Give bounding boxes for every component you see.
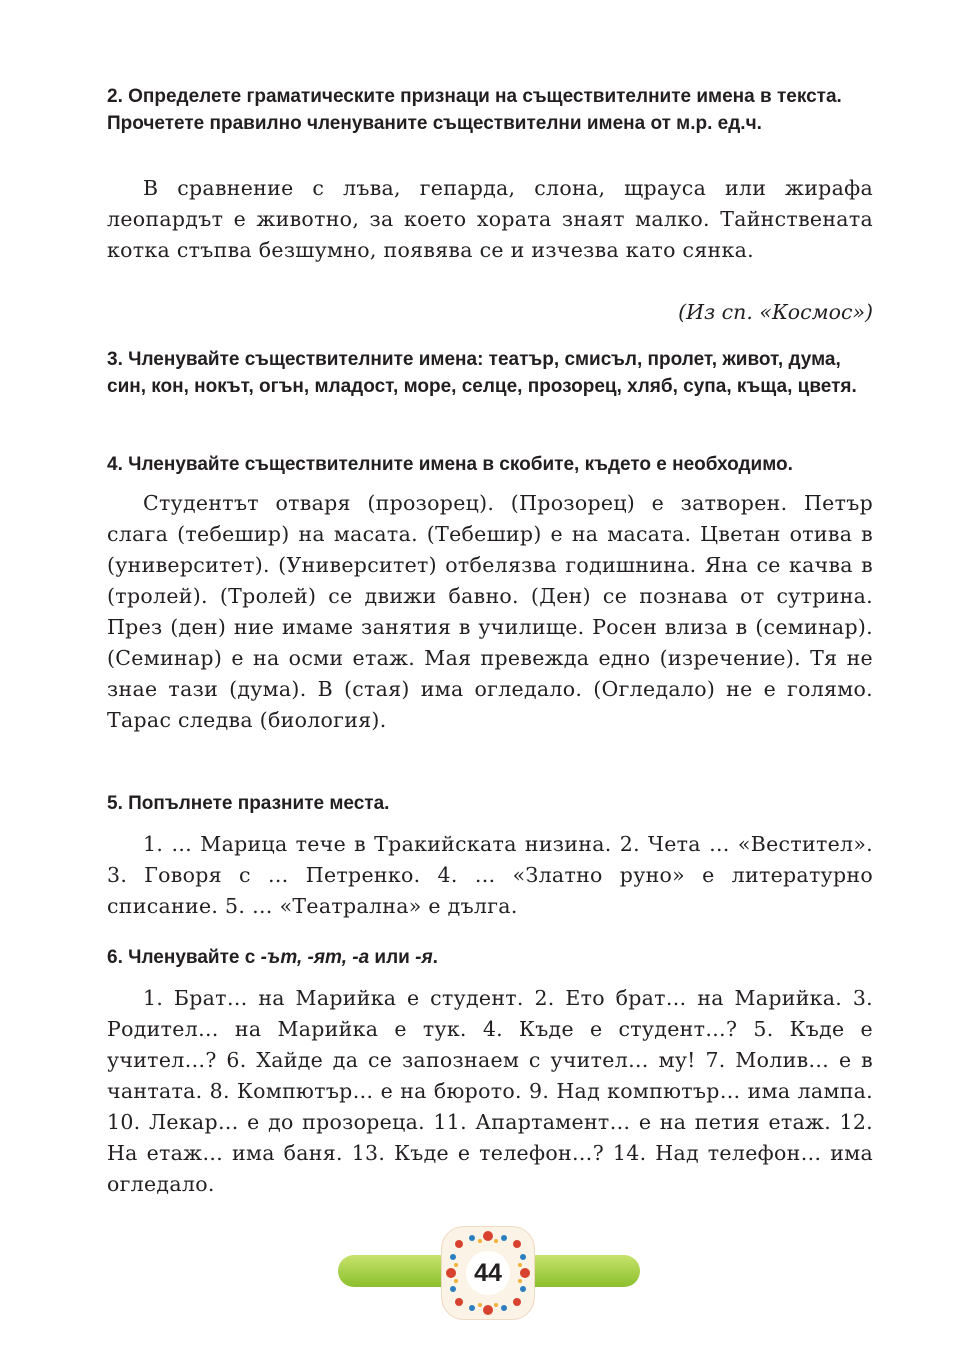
exercise-2-text: В сравнение с лъва, гепарда, слона, щрауса или жирафа леопардът е животно, за което хората знаят малко. Тайнствената котка стъпва безшумно, появява се и изчезва като сянка.: [107, 176, 873, 262]
exercise-6-heading-end: .: [432, 947, 438, 968]
exercise-6-endings-2: -я: [415, 947, 433, 968]
page-number: 44: [474, 1259, 502, 1287]
exercise-6-heading-prefix: 6. Членувайте с: [107, 947, 261, 968]
exercise-3-heading: 3. Членувайте съществителните имена: театър, смисъл, пролет, живот, дума, син, кон, нокът, огън, младост, море, селце, прозорец, хляб, супа, къща, цветя.: [107, 349, 857, 397]
exercise-5-heading: 5. Попълнете празните места.: [107, 793, 390, 814]
exercise-4-text: Студентът отваря (прозорец). (Прозорец) е затворен. Петър слага (тебешир) на масата. (Тебешир) е на масата. Цветан отива в (университет). (Университет) отбелязва годишнина. Яна се качва в (тролей). (Тролей) се движи бавно. (Ден) се познава от сутрина. През (ден) ние имаме занятия в училище. Росен влиза в (семинар). (Семинар) е на осми етаж. Мая превежда едно (изречение). Тя не знае тази (дума). В (стая) има огледало. (Огледало) не е голямо. Тарас следва (биология).: [107, 491, 873, 732]
exercise-5-text: 1. … Марица тече в Тракийската низина. 2. Чета … «Вестител». 3. Говоря с … Петренко. 4. … «Златно руно» е литературно списание. 5. … «Театрална» е дълга.: [107, 832, 873, 918]
exercise-6-text: 1. Брат… на Марийка е студент. 2. Ето брат… на Марийка. 3. Родител… на Марийка е тук. 4. Къде е студент…? 5. Къде е учител…? 6. Хайде да се запознаем с учител… му! 7. Молив… е в чантата. 8. Компютър… е на бюрото. 9. Над компютър… има лампа. 10. Лекар… е до прозореца. 11. Апартамент… е на петия етаж. 12. На етаж… има баня. 13. Къде е телефон…? 14. Над телефон… има огледало.: [107, 986, 873, 1196]
exercise-2-heading: 2. Определете граматическите признаци на съществителните имена в текста. Прочетете правилно членуваните съществителни имена от м.р. ед.ч.: [107, 86, 842, 134]
exercise-2-source: (Из сп. «Космос»): [678, 300, 873, 324]
exercise-6-heading: [107, 944, 438, 971]
exercise-6-endings-1: -ът, -ят, -а: [260, 947, 370, 968]
exercise-6-heading-or: или: [369, 947, 416, 968]
exercise-4-heading: 4. Членувайте съществителните имена в скобите, където е необходимо.: [107, 454, 793, 475]
